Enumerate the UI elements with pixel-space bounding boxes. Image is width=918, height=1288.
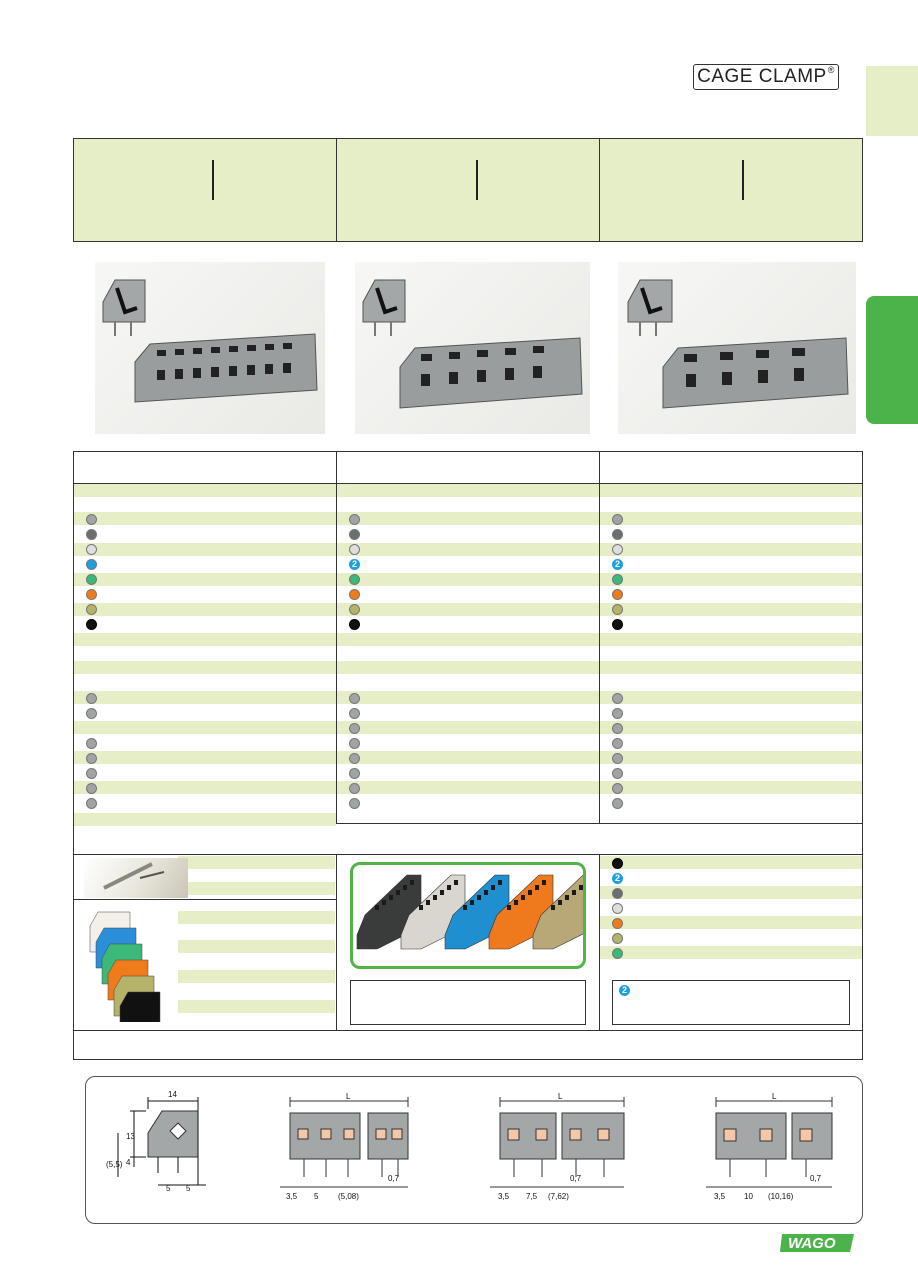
dim-height-55: (5,5) xyxy=(106,1160,123,1169)
clamp-opening xyxy=(558,900,562,905)
clamp-opening xyxy=(521,895,525,900)
color-dot-grey xyxy=(349,753,360,764)
section-tab-top xyxy=(866,66,918,136)
table-stripe xyxy=(337,512,599,525)
accessory-stripe xyxy=(600,856,862,869)
accessory-stripe xyxy=(600,946,862,959)
color-number-badge: 2 xyxy=(612,873,623,884)
color-variants-photo xyxy=(350,862,586,969)
color-dot-black xyxy=(349,619,360,630)
acc-divider-2 xyxy=(599,854,600,1030)
table-stripe xyxy=(337,573,599,586)
table-stripe xyxy=(74,512,336,525)
clamp-opening xyxy=(410,880,414,885)
dimension-drawings xyxy=(85,1076,863,1224)
color-dot-olive xyxy=(612,933,623,944)
clamp-opening xyxy=(419,905,423,910)
blue-note-box xyxy=(612,980,850,1025)
wago-logo xyxy=(780,1232,856,1254)
marker-color-chip xyxy=(120,992,160,1022)
color-dot-grey xyxy=(612,783,623,794)
dim-offset-35-1: 3,5 xyxy=(286,1192,298,1201)
color-dot-olive xyxy=(86,604,97,615)
header-divider-1 xyxy=(336,138,337,242)
color-dot-grey xyxy=(349,783,360,794)
header-divider-2 xyxy=(599,138,600,242)
color-dot-green xyxy=(349,574,360,585)
header-marker-1 xyxy=(212,160,214,200)
table-stripe xyxy=(600,691,862,704)
dim-pitch-10: 10 xyxy=(744,1192,753,1201)
clamp-opening xyxy=(375,905,379,910)
table-stripe xyxy=(600,603,862,616)
color-dot-orange xyxy=(612,918,623,929)
color-dot-grey xyxy=(612,798,623,809)
clamp-opening xyxy=(382,900,386,905)
color-dot-black xyxy=(612,619,623,630)
clamp-opening xyxy=(463,905,467,910)
clamp-opening xyxy=(572,890,576,895)
table-footer-line xyxy=(74,1030,862,1031)
color-dot-grey xyxy=(86,514,97,525)
color-dot-grey xyxy=(612,738,623,749)
acc-left-split xyxy=(74,899,336,900)
table-stripe xyxy=(74,573,336,586)
table-stripe xyxy=(337,543,599,556)
dim-pitch-1016: (10,16) xyxy=(768,1192,794,1201)
table-stripe xyxy=(74,691,336,704)
color-dot-orange xyxy=(86,589,97,600)
table-stripe xyxy=(600,512,862,525)
dim-height-4: 4 xyxy=(126,1158,131,1167)
clamp-opening xyxy=(514,900,518,905)
wago-text: WAGO xyxy=(788,1235,836,1252)
color-note-box xyxy=(350,980,586,1025)
clamp-opening xyxy=(447,885,451,890)
table-stripe xyxy=(74,781,336,794)
table-stripe xyxy=(74,661,336,674)
dim-pitch-5b: 5 xyxy=(186,1184,191,1193)
table-stripe xyxy=(337,603,599,616)
accessory-stripe xyxy=(178,911,335,924)
table-stripe xyxy=(74,633,336,646)
clamp-opening xyxy=(433,895,437,900)
registered-mark: ® xyxy=(827,65,835,75)
clamp-opening xyxy=(528,890,532,895)
color-dot-grey xyxy=(612,723,623,734)
accessory-stripe xyxy=(600,916,862,929)
color-dot-grey xyxy=(349,798,360,809)
drawing-side-view xyxy=(118,1097,206,1185)
table-stripe xyxy=(600,633,862,646)
clamp-opening xyxy=(579,885,583,890)
dim-length-L-3: L xyxy=(772,1092,777,1101)
clamp-opening xyxy=(484,890,488,895)
clamp-opening xyxy=(542,880,546,885)
table-stripe xyxy=(74,603,336,616)
ordering-table xyxy=(73,451,863,1060)
dim-pin-07-2: 0,7 xyxy=(570,1174,582,1183)
color-dot-grey xyxy=(612,753,623,764)
color-dot-grey xyxy=(612,693,623,704)
color-dot-black xyxy=(86,619,97,630)
acc-divider-1 xyxy=(336,854,337,1030)
dim-pitch-508: (5,08) xyxy=(338,1192,359,1201)
clamp-opening xyxy=(498,880,502,885)
dim-height-13: 13 xyxy=(126,1132,135,1141)
section-tab-green[interactable] xyxy=(866,296,918,424)
table-stripe xyxy=(337,781,599,794)
table-stripe xyxy=(600,721,862,734)
color-dot-olive xyxy=(612,604,623,615)
dim-pitch-762: (7,62) xyxy=(548,1192,569,1201)
color-dot-light-grey xyxy=(349,544,360,555)
color-dot-grey xyxy=(86,753,97,764)
color-dot-grey xyxy=(349,708,360,719)
table-stripe xyxy=(600,751,862,764)
color-number-badge: 2 xyxy=(612,559,623,570)
dim-pitch-75: 7,5 xyxy=(526,1192,538,1201)
dim-length-L-1: L xyxy=(346,1092,351,1101)
product-photo-10mm xyxy=(618,262,856,434)
header-marker-2 xyxy=(476,160,478,200)
color-dot-grey xyxy=(86,738,97,749)
cage-clamp-logo xyxy=(693,64,839,90)
table-stripe xyxy=(337,633,599,646)
table-stripe xyxy=(600,781,862,794)
table-stripe xyxy=(74,484,336,497)
color-dot-light-grey xyxy=(86,544,97,555)
color-dot-grey xyxy=(86,768,97,779)
clamp-opening xyxy=(389,895,393,900)
table-stripe xyxy=(600,543,862,556)
color-dot-grey xyxy=(86,708,97,719)
color-number-badge: 2 xyxy=(349,559,360,570)
color-dot-grey xyxy=(612,768,623,779)
table-stripe xyxy=(74,813,336,826)
color-dot-light-grey xyxy=(612,903,623,914)
dim-width-14: 14 xyxy=(168,1090,177,1099)
clamp-opening xyxy=(507,905,511,910)
dim-offset-35-2: 3,5 xyxy=(498,1192,510,1201)
product-photo-5mm xyxy=(95,262,325,434)
clamp-opening xyxy=(396,890,400,895)
color-dot-green xyxy=(612,948,623,959)
note-number-badge: 2 xyxy=(619,985,630,996)
accessory-stripe xyxy=(178,856,335,869)
dim-pin-07-1: 0,7 xyxy=(388,1174,400,1183)
dim-pitch-5: 5 xyxy=(314,1192,319,1201)
drawing-7-5mm-front xyxy=(490,1097,624,1187)
product-photo-7-5mm xyxy=(355,262,590,434)
table-stripe xyxy=(337,661,599,674)
dim-offset-35-3: 3,5 xyxy=(714,1192,726,1201)
clamp-opening xyxy=(565,895,569,900)
color-dot-grey xyxy=(349,738,360,749)
color-dot-blue xyxy=(86,559,97,570)
color-dot-grey xyxy=(349,693,360,704)
header-marker-3 xyxy=(742,160,744,200)
dim-pitch-5a: 5 xyxy=(166,1184,171,1193)
color-dot-dark-grey xyxy=(86,529,97,540)
table-stripe xyxy=(337,691,599,704)
color-dot-orange xyxy=(349,589,360,600)
clamp-opening xyxy=(426,900,430,905)
table-accessory-line xyxy=(74,854,862,855)
cage-clamp-text: CAGE CLAMP xyxy=(697,66,827,87)
color-dot-grey xyxy=(349,514,360,525)
marker-color-stack xyxy=(86,910,176,1022)
color-dot-orange xyxy=(612,589,623,600)
clamp-opening xyxy=(470,900,474,905)
table-stripe xyxy=(74,543,336,556)
table-stripe xyxy=(337,751,599,764)
clamp-opening xyxy=(454,880,458,885)
color-dot-grey xyxy=(612,514,623,525)
color-dot-grey xyxy=(349,768,360,779)
accessory-stripe xyxy=(178,882,335,895)
header-band xyxy=(73,138,863,242)
table-stripe xyxy=(337,721,599,734)
color-dot-dark-grey xyxy=(612,888,623,899)
color-dot-dark-grey xyxy=(612,529,623,540)
accessory-stripe xyxy=(178,940,335,953)
color-dot-grey xyxy=(86,693,97,704)
dim-length-L-2: L xyxy=(558,1092,563,1101)
table-stripe xyxy=(600,661,862,674)
color-dot-olive xyxy=(349,604,360,615)
color-dot-grey xyxy=(612,708,623,719)
clamp-opening xyxy=(440,890,444,895)
table-stripe xyxy=(74,721,336,734)
color-dot-light-grey xyxy=(612,544,623,555)
color-dot-green xyxy=(612,574,623,585)
table-stripe xyxy=(600,573,862,586)
table-stripe xyxy=(74,751,336,764)
table-stripe xyxy=(600,484,862,497)
color-dot-black xyxy=(612,858,623,869)
clamp-opening xyxy=(491,885,495,890)
clamp-opening xyxy=(551,905,555,910)
marker-strip-photo xyxy=(84,858,188,898)
accessory-stripe xyxy=(178,1000,335,1013)
color-dot-dark-grey xyxy=(349,529,360,540)
clamp-opening xyxy=(535,885,539,890)
color-dot-grey xyxy=(86,783,97,794)
clamp-opening xyxy=(403,885,407,890)
table-stripe xyxy=(337,484,599,497)
dim-pin-07-3: 0,7 xyxy=(810,1174,822,1183)
color-dot-grey xyxy=(349,723,360,734)
color-dot-grey xyxy=(86,798,97,809)
accessory-stripe xyxy=(600,886,862,899)
clamp-opening xyxy=(477,895,481,900)
accessory-stripe xyxy=(178,970,335,983)
color-dot-green xyxy=(86,574,97,585)
